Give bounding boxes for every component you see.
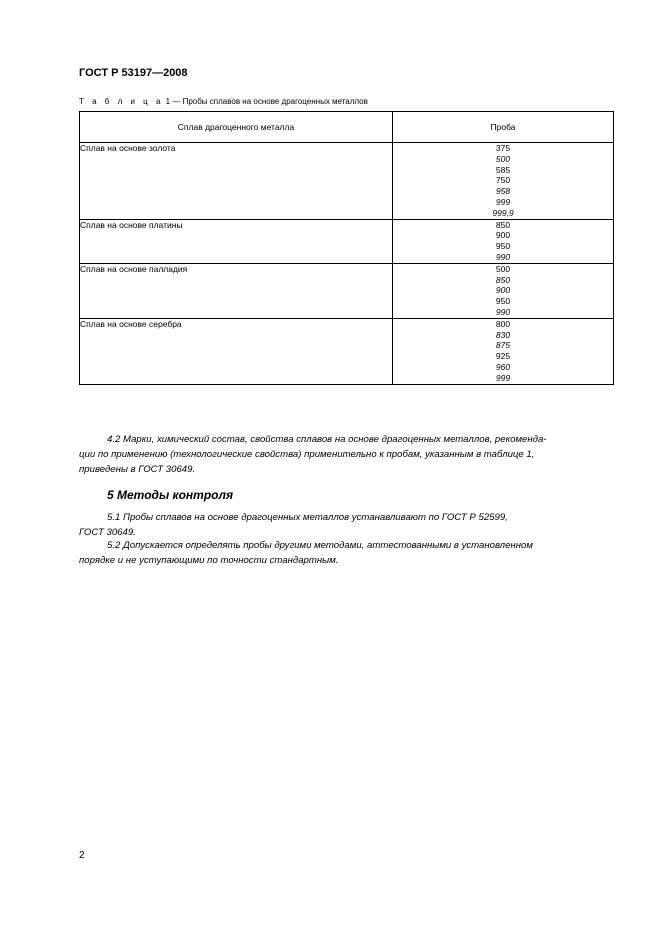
alloy-name-cell: Сплав на основе платины [80,219,393,263]
table-header-row [80,112,614,143]
table-caption [79,97,368,106]
para-4-2-line3: приведены в ГОСТ 30649. [79,464,196,475]
para-4-2-line1: 4.2 Марки, химический состав, свойства сплавов на основе драгоценных металлов, рекоменда- [107,434,547,445]
fineness-value: 960 [495,361,511,372]
alloy-name-cell: Сплав на основе палладия [80,263,393,318]
fineness-value: 585 [495,164,511,175]
col-header-fineness: Проба [393,112,614,143]
fineness-value: 990 [495,251,511,262]
table-caption-number: 1 [165,97,171,106]
alloy-name-cell: Сплав на основе золота [80,143,393,220]
page-number: 2 [79,850,85,861]
table-caption-label: Т а б л и ц а [79,97,164,106]
fineness-values-cell [393,263,614,318]
fineness-value: 999 [495,372,511,383]
fineness-value: 900 [495,230,511,241]
fineness-value: 850 [495,219,511,230]
fineness-value: 950 [495,296,511,307]
fineness-value: 850 [495,274,511,285]
fineness-value: 375 [495,143,511,153]
table-row [80,219,614,263]
para-5-1-line2: ГОСТ 30649. [79,527,136,538]
para-5-2-line1: 5.2 Допускается определять пробы другими методами, аттестованными в установленном [107,540,533,551]
fineness-value: 750 [495,175,511,186]
table-row [80,143,614,220]
fineness-value: 958 [495,186,511,197]
paragraph-4-2 [79,432,614,477]
para-5-1-line1: 5.1 Пробы сплавов на основе драгоценных металлов устанавливают по ГОСТ Р 52599, [107,512,508,523]
alloy-fineness-table [79,111,614,385]
fineness-value: 900 [495,285,511,296]
table-row [80,263,614,318]
fineness-value: 500 [495,263,511,274]
fineness-values-cell [393,219,614,263]
alloy-name-cell: Сплав на основе серебра [80,318,393,384]
fineness-value: 950 [495,241,511,252]
fineness-values-cell [393,143,614,220]
fineness-value: 990 [495,306,511,317]
table-caption-text: — Пробы сплавов на основе драгоценных металлов [172,97,368,106]
paragraph-5-1 [79,510,614,540]
fineness-value: 830 [495,329,511,340]
col-header-alloy: Сплав драгоценного металла [80,112,393,143]
fineness-values-cell [393,318,614,384]
section-5-title: 5 Методы контроля [107,488,234,502]
fineness-value: 925 [495,351,511,362]
para-4-2-line2: ции по применению (технологические свойства) применительно к пробам, указанным в таблице 1, [79,449,535,460]
fineness-value: 999 [495,196,511,207]
fineness-value: 800 [495,318,511,329]
fineness-value: 500 [495,153,511,164]
paragraph-5-2 [79,538,614,568]
document-header: ГОСТ Р 53197—2008 [79,67,188,79]
para-5-2-line2: порядке и не уступающими по точности стандартным. [79,555,339,566]
fineness-value: 999,9 [492,207,514,218]
fineness-value: 875 [495,340,511,351]
table-row [80,318,614,384]
